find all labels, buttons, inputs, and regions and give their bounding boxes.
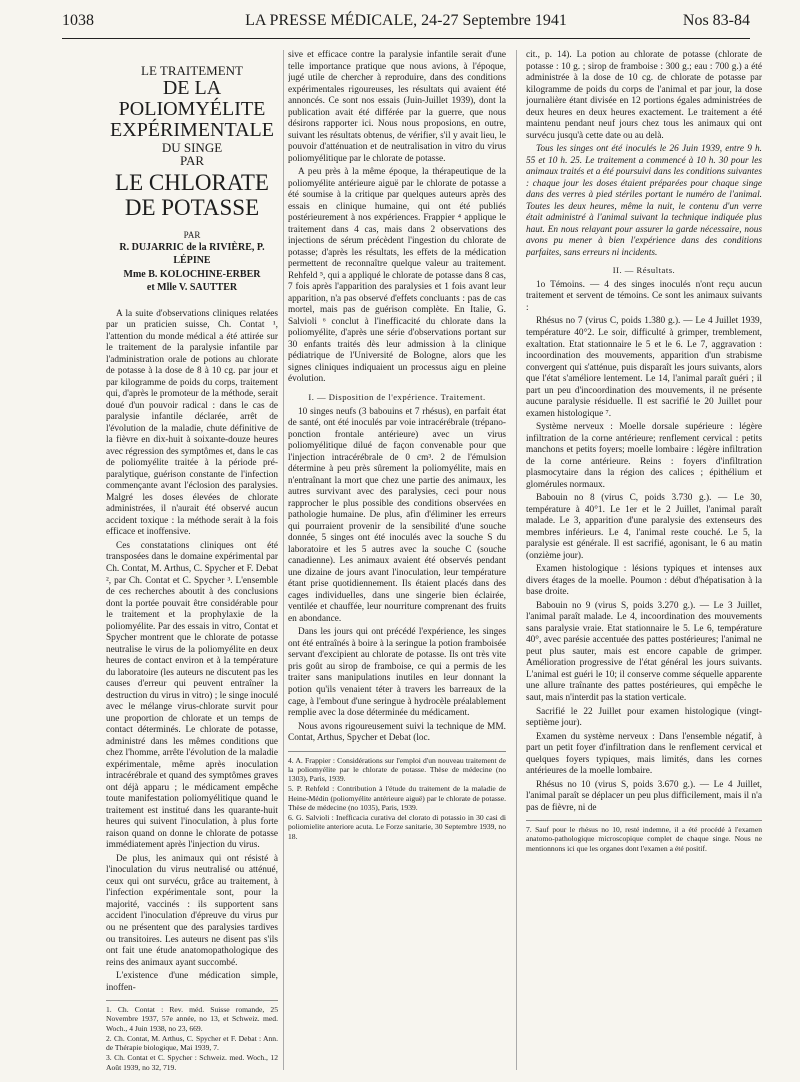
col3-paragraph-1: cit., p. 14). La potion au chlorate de potasse (chlorate de potasse : 10 g. ; sirop de framboise : 300 g.; eau : 700 g.) a été administrée à la dose de 10 cg. de chlorate de potasse par kilogramme de poids du corps de l'animal et par jour, la dose journalière étant divisée en 12 portions égales administrées de deux heures en deux heures exactement. Le traitement a été maintenu pendant neuf jours chez tous les animaux qui ont survécu jusqu'à cette date ou au delà. [526, 50, 762, 141]
footnote-rule [106, 1000, 278, 1001]
col3-paragraph-10: Examen du système nerveux : Dans l'ensemble négatif, à part un petit foyer d'infiltration dans le renflement cervical et quelques foyers typiques, mais limités, dans les cornes antérieures de la moelle lombaire. [526, 731, 762, 777]
col3-paragraph-7: Examen histologique : lésions typiques et intenses aux divers étages de la moelle. Poumon : début d'hépatisation à la base droite. [526, 564, 762, 598]
col2-paragraph-5: Nous avons rigoureusement suivi la technique de MM. Contat, Arthus, Spycher et Debat (loc. [288, 721, 506, 744]
page-header [62, 10, 750, 36]
col3-paragraph-5: Système nerveux : Moelle dorsale supérieure : légère infiltration de la corne antérieure; renflement cervical : petits manchons et petits foyers; moelle lombaire : légère infiltration de la corne antérieure. Reins : foyers d'infiltration plasmocytaire dans la région des calices ; épithélium et glomérules normaux. [526, 422, 762, 490]
section-heading-2: II. — Résultats. [612, 265, 676, 276]
footnote-4: 4. A. Frappier : Considérations sur l'emploi d'un nouveau traitement de la poliomyélite par le chlorate de potasse. Thèse de médecine (no 1303), Paris, 1939. [288, 755, 506, 784]
issue-number: Nos 83-84 [682, 12, 750, 29]
col3-paragraph-2: Tous les singes ont été inoculés le 26 Juin 1939, entre 9 h. 55 et 10 h. 25. Le traitement a commencé à 10 h. 30 pour les animaux traités et a été poursuivi dans les conditions suivantes : chaque jour les doses étaient préparées pour chaque singe dans des verres à pied stériles portant le numéro de l'animal. Toutes les deux heures, même la nuit, le contenu d'un verre était administré à l'animal suivant la technique indiquée plus haut. En nous relayant pour assurer la garde nécessaire, nous avons pu mener à bien l'expérience dans des conditions parfaites, sans erreurs ni incidents. [526, 144, 762, 258]
article-title [106, 64, 278, 295]
col2-paragraph-2: A peu près à la même époque, la thérapeutique de la poliomyélite antérieure aiguë par le chlorate de potasse a été soumise à la critique par quelques auteurs après des essais en clinique humaine, qui ont été publiés postérieurement à nos expériences. Frappier ⁴ applique le traitement dans 4 cas, mais dans 2 observations des injections de sérum précèdent l'ingestion du chlorate de potasse; d'après les résultats, les effets de la médication permettent de reconnaître quelque valeur au traitement. Rehfeld ⁵, qui a appliqué le chlorate de potasse dans 8 cas, 7 fois après l'apparition des paralysies et 1 fois avant leur apparition, n'a pas observé d'effets concluants : pas de cas mortel, mais pas de guérison complète. En Italie, G. Salvioli ⁶ conclut à l'inefficacité du chlorate dans la poliomyélite, d'après une série d'observations portant sur 30 enfants traités dès leur admission à la clinique pédiatrique de l'Université de Bologne, alors que les signes cliniques indiquaient un processus aigu en pleine évolution. [288, 167, 506, 385]
title-line-2: DE LA POLIOMYÉLITE [118, 76, 266, 120]
footnote-7: 7. Sauf pour le rhésus no 10, resté indemne, il a été procédé à l'examen anatomo-pathologique microscopique complet de chaque singe. Nous ne mentionnons ici que les organes dont l'examen a été positif. [526, 825, 762, 853]
col1-paragraph-4: L'existence d'une médication simple, inoffen- [106, 971, 278, 993]
column-3 [526, 50, 762, 1074]
title-line-1: LE TRAITEMENT [141, 63, 243, 78]
column-2 [288, 50, 506, 1074]
header-rule [62, 38, 750, 39]
footnote-5: 5. P. Rehfeld : Contribution à l'étude du traitement de la maladie de Heine-Médin (poliomyélite antérieure aiguë) par le chlorate de potasse. Thèse de médecine (no 1035), Paris, 1939. [288, 784, 506, 812]
footnote-6: 6. G. Salvioli : Inefficacia curativa del clorato di potassio in 30 casi di poliomielite anteriore acuta. Le Forze sanitarie, 30 Septembre 1939, no 18. [288, 813, 506, 841]
col1-paragraph-3: De plus, les animaux qui ont résisté à l'inoculation du virus neutralisé ou atténué, ceux qui ont survécu, grâce au traitement, à l'infection expérimentale sont, pour la majorité, vaccinés : ils supportent sans accident l'inoculation d'épreuve du virus pur ou ne présentent que des paralysies tardives ou transitoires. Les auteurs ne disent pas s'ils ont fait une étude anatomopathologique des reins des animaux ayant succombé. [106, 853, 278, 968]
column-divider-1 [283, 50, 284, 1070]
col2-paragraph-4: Dans les jours qui ont précédé l'expérience, les singes ont été entraînés à boire à la seringue la potion framboisée servant d'excipient au chlorate de potasse. Ils ont très vite pris goût au sirop de framboise, ce qui a permis de les traiter sans manipulations inutiles en leur donnant la potion qu'ils venaient téter à travers les barreaux de la cage, à l'embout d'une seringue à hydrocèle préalablement remplie avec la dose déterminée du médicament. [288, 627, 506, 719]
col2-paragraph-3: 10 singes neufs (3 babouins et 7 rhésus), en parfait état de santé, ont été inoculés par voie intracérébrale (trépano-ponction frontale antérieure) avec un virus poliomyélitique dilué de façon convenable pour que l'injection intracérébrale de 0 cm³. 2 de l'émulsion détermine à peu près sûrement la poliomyélite, mais en n'entraînant la mort que chez une partie des animaux, les autres survivant avec des paralysies, ceci pour nous rapprocher le plus possible des conditions observées en pathologie humaine. De plus, afin d'éliminer les erreurs qui pourraient provenir de la sensibilité d'une souche donnée, 5 singes ont été inoculés avec la souche S du laboratoire et les 5 autres avec la souche C (souche canadienne). Les animaux avaient été observés pendant une dizaine de jours avant l'inoculation, leur température étant prise quotidiennement. Ils étaient placés dans des cages individuelles, dans une singerie bien éclairée, ventilée et chauffée, leur nourriture comprenant des fruits en abondance. [288, 406, 506, 624]
col3-paragraph-4: Rhésus no 7 (virus C, poids 1.380 g.). — Le 4 Juillet 1939, température 40°2. Le soir, difficulté à grimper, tremblement, exaltation. Etat stationnaire le 5 et le 6. Le 7, aggravation : incoordination des mouvements, apparition d'un strabisme convergent qui s'atténue, puis disparaît les jours suivants, alors que l'état s'améliore lentement. Le 14, l'animal paraît guéri ; il part un peu d'incoordination des mouvements, il ne présente aucune paralysie résiduelle. Il est sacrifié le 20 Juillet pour examen histologique ⁷. [526, 316, 762, 419]
col1-paragraph-2: Ces constatations cliniques ont été transposées dans le domaine expérimental par Ch. Contat, M. Arthus, C. Spycher et F. Debat ², par Ch. Contat et C. Spycher ³. L'ensemble de ces recherches aboutit à des conclusions dont la portée pouvait être considérable pour le traitement et la prophylaxie de la poliomyélite. Par des essais in vitro, Contat et Spycher montrent que le chlorate de potasse neutralise le virus de la poliomyélite en deux heures de contact environ et à la température du laboratoire (les auteurs ne discutent pas les causes d'erreur qui peuvent entraîner la destruction du virus in vitro) ; le singe inoculé avec le mélange virus-chlorate survit pour une proportion de chlorate et un temps de contact déterminés. Le chlorate de potasse, administré dans les mêmes conditions que chez l'homme, arrête l'évolution de la maladie expérimentale, même après inoculation intracérébrale et quand des symptômes graves ont déjà apparu ; le médicament empêche toute manifestation poliomyélitique quand le traitement est institué dans les quarante-huit heures qui suivent l'inoculation, à plus forte raison quand on donne le chlorate de potasse immédiatement après l'injection du virus. [106, 540, 278, 851]
footnote-rule [526, 820, 762, 821]
column-divider-2 [516, 50, 517, 1070]
col1-paragraph-1: A la suite d'observations cliniques relatées par un praticien suisse, Ch. Contat ¹, l'attention du monde médical a été attirée sur le traitement de la paralysie infantile par l'administration orale de potions au chlorate de potasse à la dose de 8 à 10 cg. par jour et par kilogramme de poids du corps, traitement qui, d'après le promoteur de la méthode, serait doué d'un pouvoir radical : dans le cas de paralysie infantile déclarée, arrêt de l'évolution de la maladie, chute définitive de la fièvre en dix-huit à soixante-douze heures avec régression des symptômes et, dans le cas de poliomyélite traitée à la période pré-paralytique, guérison constante de l'infection commençante avant l'éclosion des paralysies. Malgré les doses élevées de chlorate administrées, il n'aurait été observé aucun accident toxique : la méthode serait à la fois efficace et inoffensive. [106, 308, 278, 538]
authors-line-3: et Mlle V. SAUTTER [146, 282, 238, 294]
title-line-6: LE CHLORATE DE POTASSE [115, 169, 269, 221]
column-1 [106, 50, 278, 1074]
section-heading-1: I. — Disposition de l'expérience. Traitement. [308, 391, 486, 402]
col3-paragraph-9: Sacrifié le 22 Juillet pour examen histologique (vingt-septième jour). [526, 706, 762, 729]
col3-paragraph-8: Babouin no 9 (virus S, poids 3.270 g.). — Le 3 Juillet, l'animal paraît malade. Le 4, incoordination des mouvements sans paralysie vraie. Etat stationnaire le 5. Le 6, température 40°, avec parésie accentuée des pattes postérieures; l'animal ne peut plus sauter, mais est encore capable de grimper. Amélioration progressive de l'état général les jours suivants. L'animal est guéri le 10; il conserve comme séquelle apparente une allure traînante des pattes postérieures, qui empêche le saut, mais n'interdit pas la station verticale. [526, 600, 762, 703]
publication-title: LA PRESSE MÉDICALE, 24-27 Septembre 1941 [245, 12, 567, 29]
authors-line-1: R. DUJARRIC de la RIVIÈRE, P. LÉPINE [119, 241, 265, 267]
col3-paragraph-3: 1o Témoins. — 4 des singes inoculés n'ont reçu aucun traitement et servent de témoins. Ce sont les animaux suivants : [526, 279, 762, 313]
col3-paragraph-11: Rhésus no 10 (virus S, poids 3.670 g.). — Le 4 Juillet, l'animal paraît se déplacer un peu plus difficilement, mais il n'a pas de fièvre, ni de [526, 779, 762, 813]
col3-paragraph-6: Babouin no 8 (virus C, poids 3.730 g.). — Le 30, température à 40°1. Le 1er et le 2 Juillet, l'animal paraît malade. Le 3, apparition d'une paralysie des extenseurs des membres inférieurs. Le 4, l'animal reste couché. Le 5, la paralysie est générale. Il est sacrifié, agonisant, le 6 au matin (onzième jour). [526, 493, 762, 561]
footnote-1: 1. Ch. Contat : Rev. méd. Suisse romande, 25 Novembre 1937, 57e année, no 13, et Schweiz. med. Woch., 4 Juin 1938, no 23, 669. [106, 1005, 278, 1033]
footnote-3: 3. Ch. Contat et C. Spycher : Schweiz. med. Woch., 12 Août 1939, no 32, 719. [106, 1053, 278, 1072]
byline-par: PAR [183, 229, 201, 240]
title-line-3: EXPÉRIMENTALE [110, 118, 274, 141]
title-line-4: DU SINGE [161, 139, 223, 155]
footnote-2: 2. Ch. Contat, M. Arthus, C. Spycher et F. Debat : Ann. de Thérapie biologique, Mai 1939, 7. [106, 1033, 278, 1053]
page-number: 1038 [62, 12, 94, 29]
title-line-5: PAR [179, 153, 205, 169]
col2-paragraph-1: sive et efficace contre la paralysie infantile serait d'une telle importance pratique que nous avions, à l'époque, jugé utile de chercher à reproduire, dans des conditions expérimentales rigoureuses, les résultats qui avaient été annoncés. Ce sont nos essais (Juin-Juillet 1939), dont la publication avait été différée par la guerre, que nous désirons rapporter ici. Nous nous proposions, en outre, suivant les résultats obtenus, de vérifier, s'il y avait lieu, le pouvoir d'atténuation et de neutralisation in vitro du virus poliomyélitique par le chlorate de potasse. [288, 50, 506, 164]
footnote-rule [288, 751, 506, 752]
authors-line-2: Mme B. KOLOCHINE-ERBER [123, 268, 261, 280]
